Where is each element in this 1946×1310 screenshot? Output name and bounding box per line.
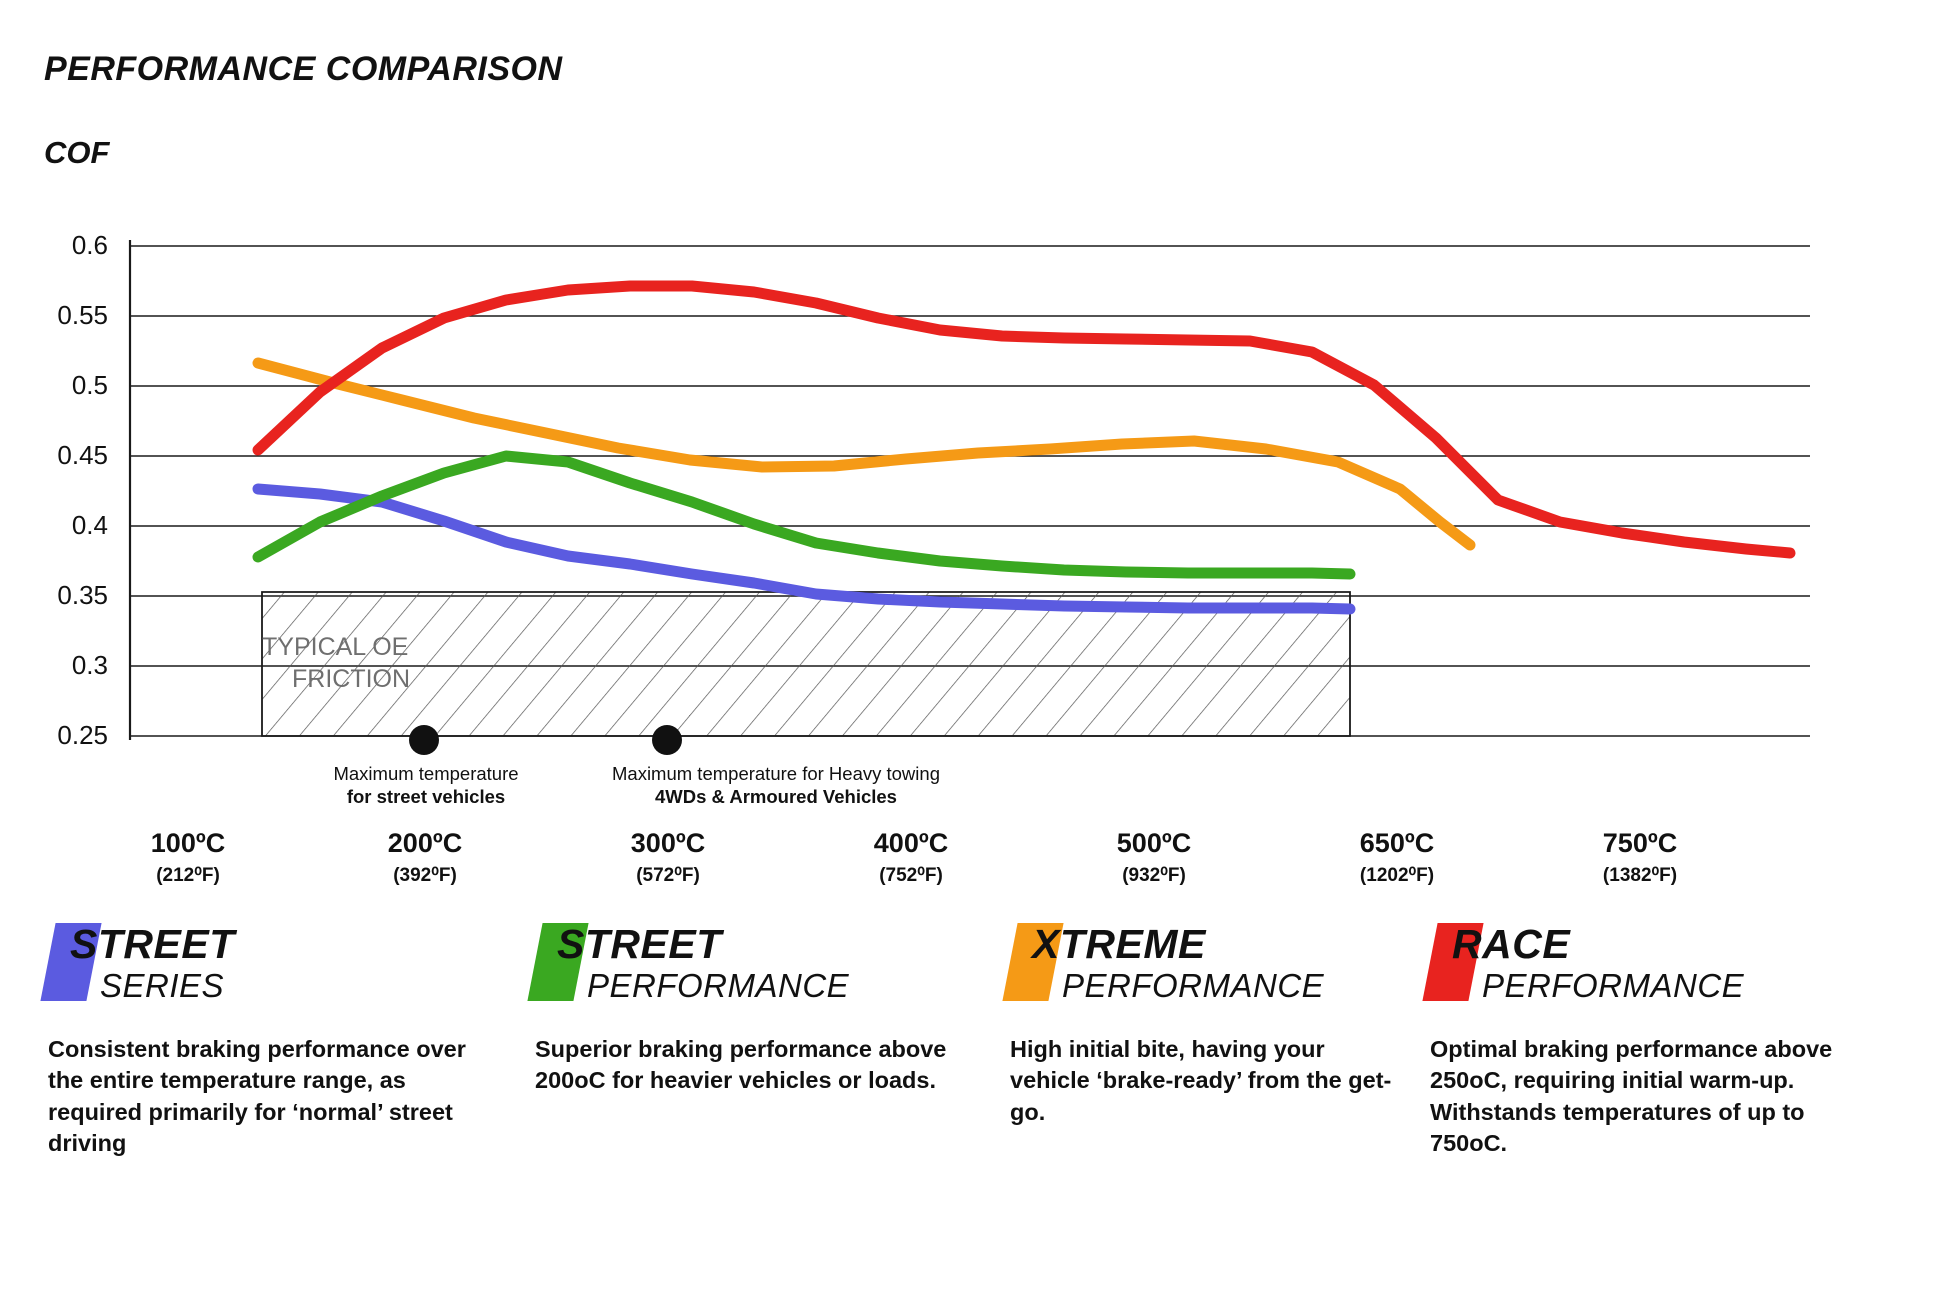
x-tick-750c bbox=[1520, 828, 1760, 887]
series-line-street-series bbox=[258, 489, 1350, 609]
x-tick-200c bbox=[305, 828, 545, 887]
y-axis-title: COF bbox=[44, 135, 110, 170]
x-tick-label-f: (1202⁰F) bbox=[1359, 865, 1435, 886]
street-performance-word1: STREET bbox=[557, 921, 722, 967]
page-title: PERFORMANCE COMPARISON bbox=[44, 50, 563, 88]
xtreme-performance-logo bbox=[1010, 915, 1410, 1020]
y-tick-0.4: 0.4 bbox=[71, 510, 108, 540]
x-tick-100c bbox=[68, 828, 308, 887]
typical-oe-friction-band bbox=[262, 592, 1350, 736]
street-series-word2: SERIES bbox=[100, 967, 225, 1004]
marker-caption-street-vehicles bbox=[306, 762, 546, 808]
xtreme-performance-description: High initial bite, having your vehicle ‘brake-ready’ from the get-go. bbox=[1010, 1036, 1392, 1125]
legend-item-race-performance[interactable] bbox=[1430, 915, 1885, 1159]
y-tick-0.6: 0.6 bbox=[71, 230, 108, 260]
y-tick-0.55: 0.55 bbox=[57, 300, 108, 330]
race-performance-word2: PERFORMANCE bbox=[1482, 967, 1745, 1004]
race-performance-word1: RACE bbox=[1452, 921, 1571, 967]
xtreme-performance-word2: PERFORMANCE bbox=[1062, 967, 1325, 1004]
street-series-description: Consistent braking performance over the entire temperature range, as required primarily for ‘normal’ street driving bbox=[48, 1036, 466, 1156]
x-tick-label-c: 750ºC bbox=[1602, 828, 1678, 858]
y-tick-0.35: 0.35 bbox=[57, 580, 108, 610]
x-tick-label-c: 200ºC bbox=[387, 828, 463, 858]
x-tick-label-c: 500ºC bbox=[1116, 828, 1192, 858]
y-tick-0.3: 0.3 bbox=[71, 650, 108, 680]
x-tick-label-f: (1382⁰F) bbox=[1602, 865, 1678, 886]
street-performance-logo bbox=[535, 915, 990, 1020]
x-tick-400c bbox=[791, 828, 1031, 887]
y-tick-0.45: 0.45 bbox=[57, 440, 108, 470]
x-tick-label-c: 300ºC bbox=[630, 828, 706, 858]
marker-caption-line2: for street vehicles bbox=[346, 786, 506, 808]
y-tick-0.5: 0.5 bbox=[71, 370, 108, 400]
xtreme-performance-word1: XTREME bbox=[1032, 921, 1206, 967]
x-tick-label-c: 400ºC bbox=[873, 828, 949, 858]
legend bbox=[0, 915, 1946, 1310]
street-performance-description: Superior braking performance above 200oC for heavier vehicles or loads. bbox=[535, 1036, 947, 1094]
street-series-word1: STREET bbox=[70, 921, 235, 967]
x-tick-label-f: (392⁰F) bbox=[393, 865, 457, 886]
legend-item-street-series[interactable] bbox=[48, 915, 503, 1159]
x-tick-label-f: (572⁰F) bbox=[636, 865, 700, 886]
legend-item-xtreme-performance[interactable] bbox=[1010, 915, 1410, 1128]
x-tick-label-f: (752⁰F) bbox=[879, 865, 943, 886]
x-tick-label-f: (932⁰F) bbox=[1122, 865, 1186, 886]
y-tick-0.25: 0.25 bbox=[57, 720, 108, 750]
street-performance-word2: PERFORMANCE bbox=[587, 967, 850, 1004]
typical-oe-friction-label-line1: TYPICAL OE bbox=[262, 633, 409, 661]
marker-caption-line1: Maximum temperature for Heavy towing bbox=[612, 763, 940, 784]
marker-caption-line1: Maximum temperature bbox=[333, 763, 519, 784]
x-tick-label-c: 100ºC bbox=[150, 828, 226, 858]
marker-caption-heavy-towing bbox=[556, 762, 996, 808]
marker-dot-200c bbox=[409, 725, 439, 755]
x-tick-650c bbox=[1277, 828, 1517, 887]
street-series-logo bbox=[48, 915, 503, 1020]
legend-item-street-performance[interactable] bbox=[535, 915, 990, 1097]
race-performance-description: Optimal braking performance above 250oC, requiring initial warm-up. Withstands temperatures of up to 750oC. bbox=[1430, 1036, 1833, 1156]
x-tick-300c bbox=[548, 828, 788, 887]
marker-caption-line2: 4WDs & Armoured Vehicles bbox=[655, 786, 897, 808]
x-tick-500c bbox=[1034, 828, 1274, 887]
x-tick-label-f: (212⁰F) bbox=[156, 865, 220, 886]
x-tick-label-c: 650ºC bbox=[1359, 828, 1435, 858]
typical-oe-friction-label-line2: FRICTION bbox=[292, 665, 411, 693]
marker-dot-300c bbox=[652, 725, 682, 755]
race-performance-logo bbox=[1430, 915, 1885, 1020]
